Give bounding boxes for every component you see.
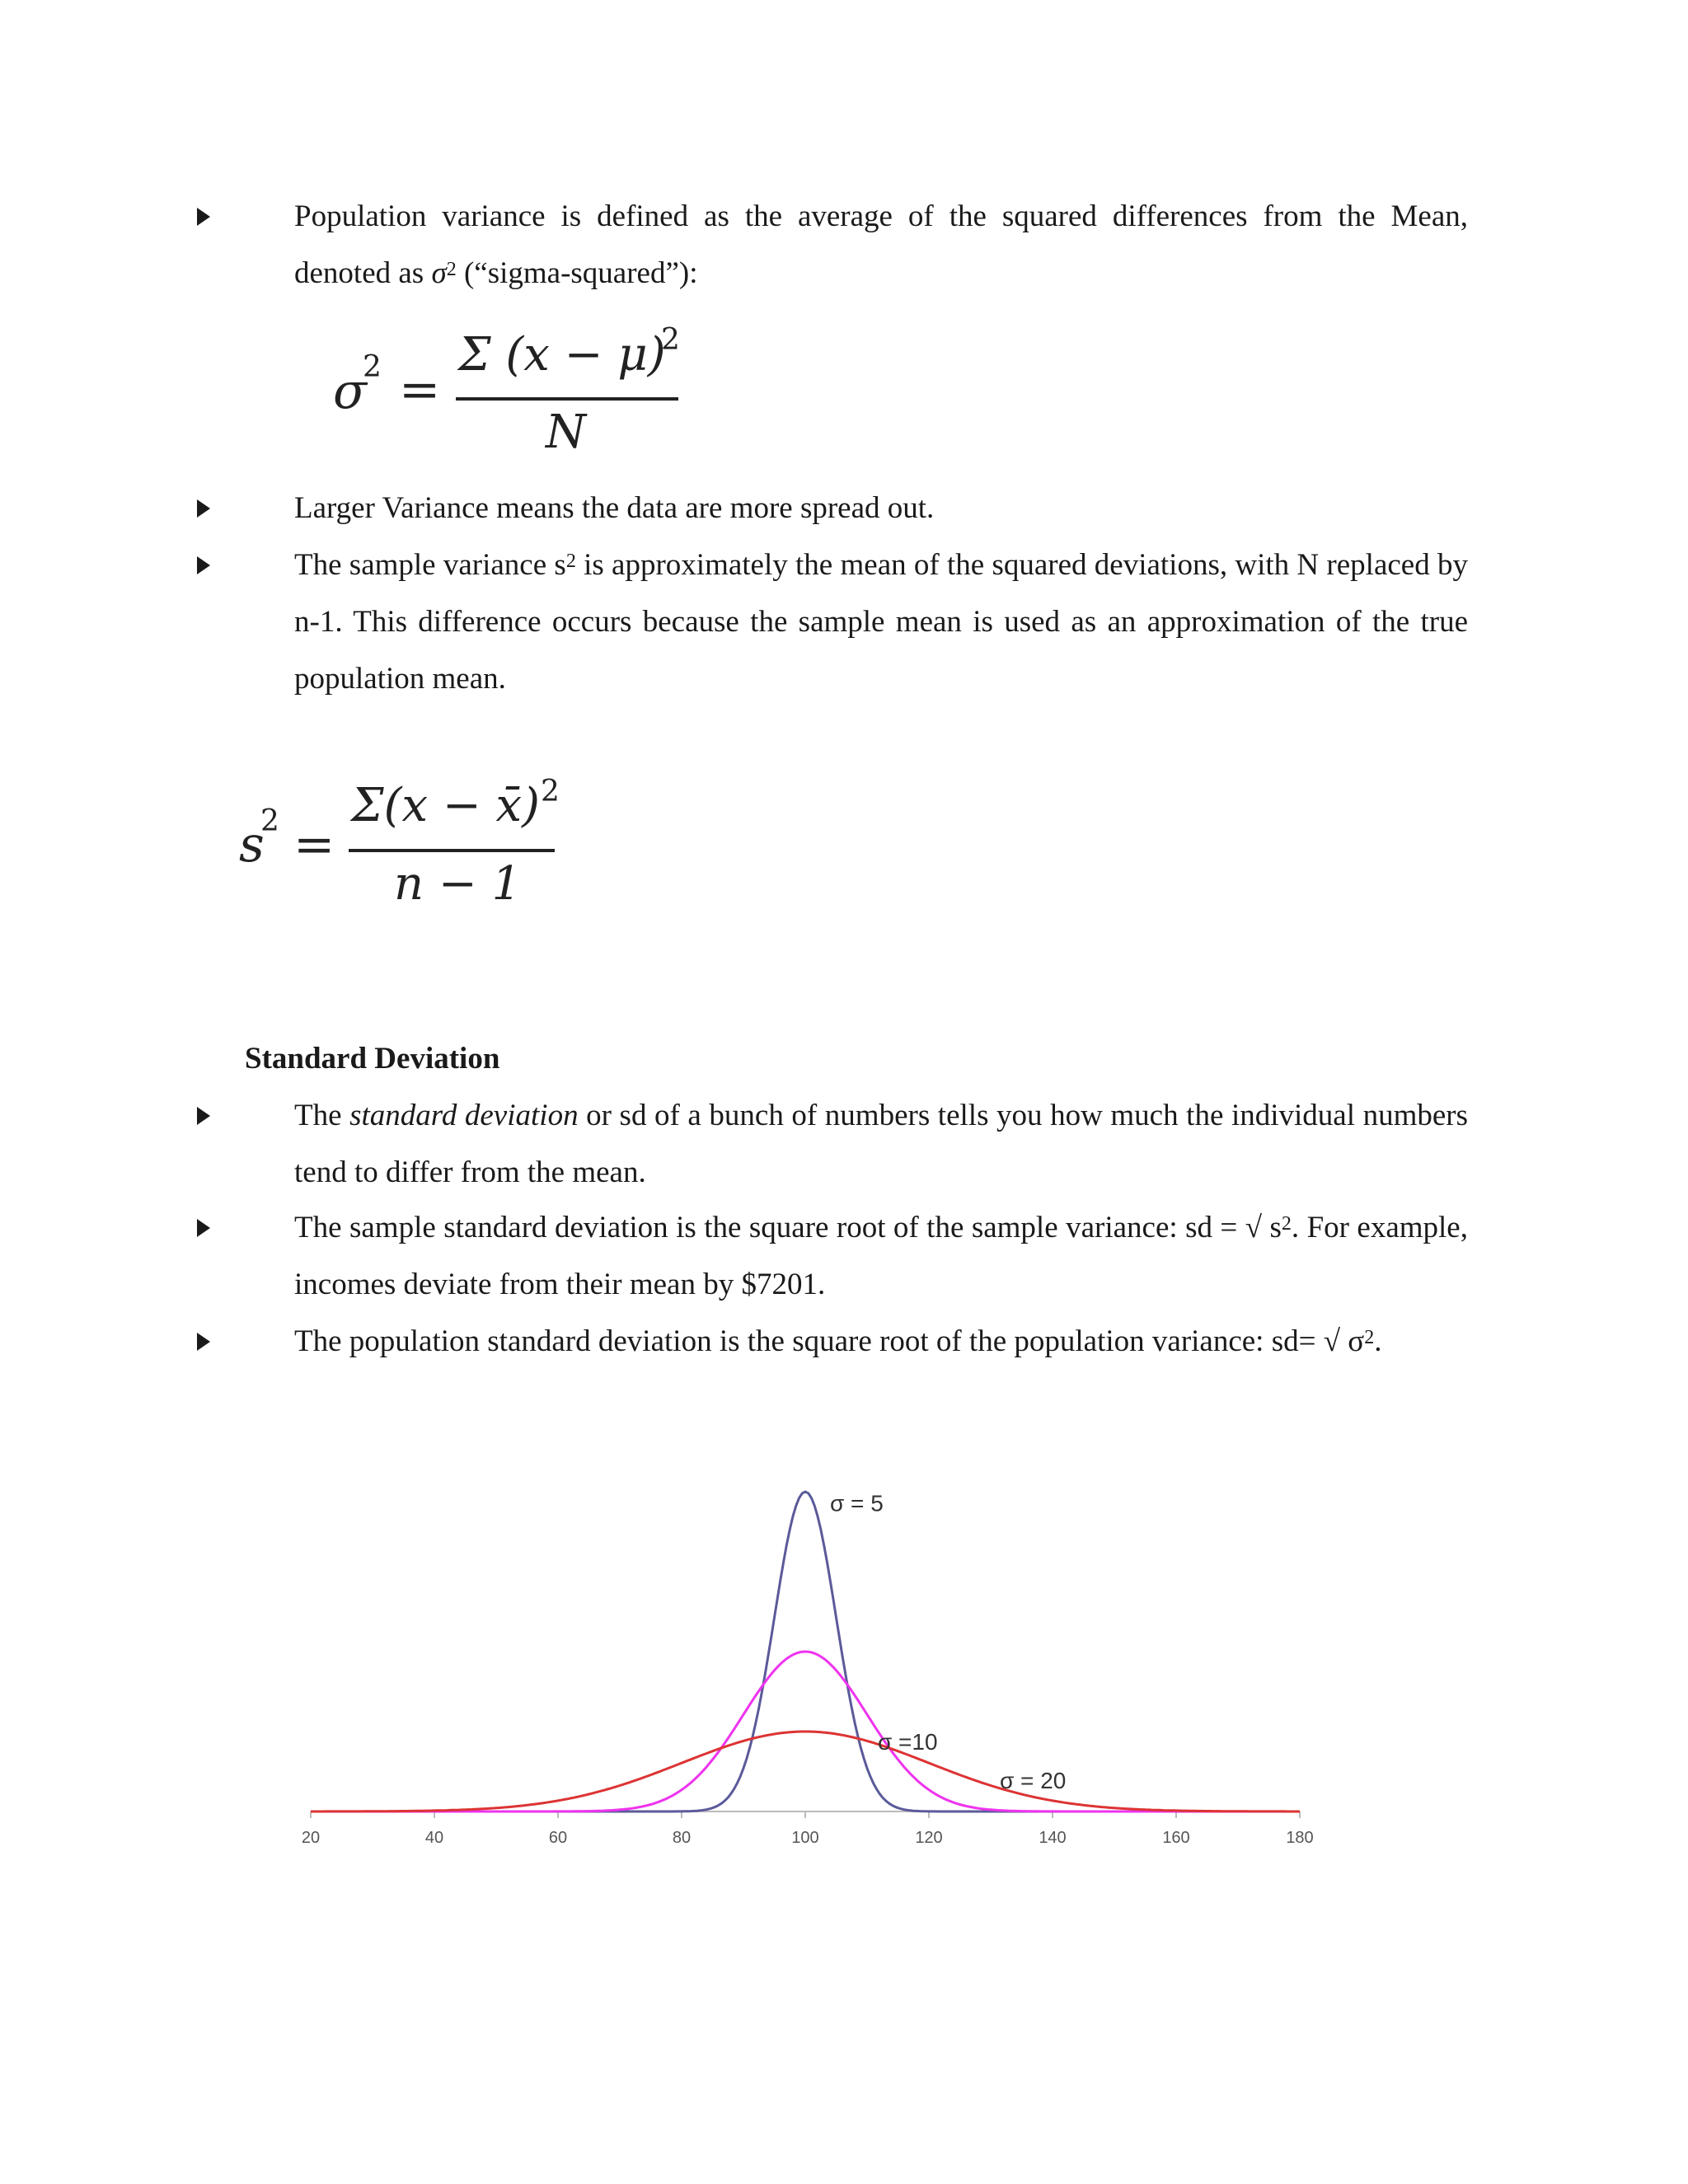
bullet-sd-definition bbox=[245, 1087, 1468, 1201]
x-axis-ticks bbox=[302, 1811, 1314, 1847]
bullet-text: Population variance is defined as the average of the squared differences from the Mean, denoted as $\sigma^2$ (“sigma-squared”): bbox=[294, 199, 1468, 290]
x-tick-label: 120 bbox=[915, 1829, 943, 1847]
bullet-larger-variance bbox=[245, 480, 1468, 537]
formula-lhs: s bbox=[239, 816, 265, 874]
bullet-triangle-icon bbox=[195, 1087, 215, 1144]
formula-denominator: n − 1 bbox=[394, 857, 522, 911]
fraction-bar bbox=[456, 397, 678, 401]
bullet-triangle-icon bbox=[195, 188, 215, 245]
formula-lhs-exponent: 2 bbox=[260, 804, 279, 838]
bullet-population-sd bbox=[245, 1313, 1468, 1370]
series-line-sigma-20 bbox=[311, 1732, 1300, 1811]
bullet-triangle-icon bbox=[195, 537, 215, 593]
bullet-sample-sd bbox=[245, 1199, 1468, 1313]
formula-numerator: Σ (x − μ) bbox=[458, 328, 666, 382]
bullet-text: Larger Variance means the data are more spread out. bbox=[294, 491, 935, 525]
bullet-sample-variance bbox=[245, 537, 1468, 707]
bullet-text: The sample variance $s^2$ is approximately the mean of the squared deviations, with N replaced by n-1. This difference occurs because the sample mean is used as an approximation of the true population mean. bbox=[294, 548, 1468, 696]
formula-denominator: N bbox=[546, 405, 586, 459]
bullet-triangle-icon bbox=[195, 1313, 215, 1370]
formula-numerator-exponent: 2 bbox=[541, 775, 560, 808]
formula-numerator: Σ(x − x̄) bbox=[351, 779, 540, 832]
formula-numerator-exponent: 2 bbox=[661, 323, 680, 357]
series-label-sigma-10: σ =10 bbox=[878, 1729, 938, 1755]
formula-lhs-exponent: 2 bbox=[363, 350, 382, 384]
formula-equals: = bbox=[293, 816, 335, 874]
section-heading: Standard Deviation bbox=[245, 1042, 500, 1076]
bullet-triangle-icon bbox=[195, 1199, 215, 1256]
series-lines bbox=[311, 1492, 1300, 1811]
bullet-text: The standard deviation or sd of a bunch of numbers tells you how much the individual numbers tend to differ from the mean. bbox=[294, 1099, 1468, 1189]
formula-lhs: σ bbox=[333, 363, 367, 420]
x-tick-label: 140 bbox=[1039, 1829, 1067, 1847]
x-tick-label: 180 bbox=[1286, 1829, 1314, 1847]
bullet-text: The population standard deviation is the square root of the population variance: sd= √ $\sigma^2$. bbox=[294, 1324, 1382, 1358]
bullet-triangle-icon bbox=[195, 480, 215, 537]
bullet-text: The sample standard deviation is the square root of the sample variance: sd = √ $s^2$. For example, incomes deviate from their mean by $7201. bbox=[294, 1211, 1468, 1301]
series-label-sigma-20: σ = 20 bbox=[1000, 1768, 1067, 1794]
series-labels bbox=[830, 1490, 1066, 1793]
x-tick-label: 60 bbox=[548, 1829, 568, 1847]
fraction-bar bbox=[349, 849, 555, 852]
formula-equals: = bbox=[399, 361, 441, 419]
series-label-sigma-5: σ = 5 bbox=[830, 1490, 884, 1516]
x-tick-label: 80 bbox=[672, 1829, 692, 1847]
x-tick-label: 160 bbox=[1162, 1829, 1190, 1847]
x-tick-label: 40 bbox=[424, 1829, 444, 1847]
bullet-population-variance bbox=[245, 188, 1468, 302]
x-tick-label: 100 bbox=[791, 1829, 819, 1847]
normal-distribution-chart bbox=[272, 1426, 1376, 1871]
x-tick-label: 20 bbox=[301, 1829, 321, 1847]
